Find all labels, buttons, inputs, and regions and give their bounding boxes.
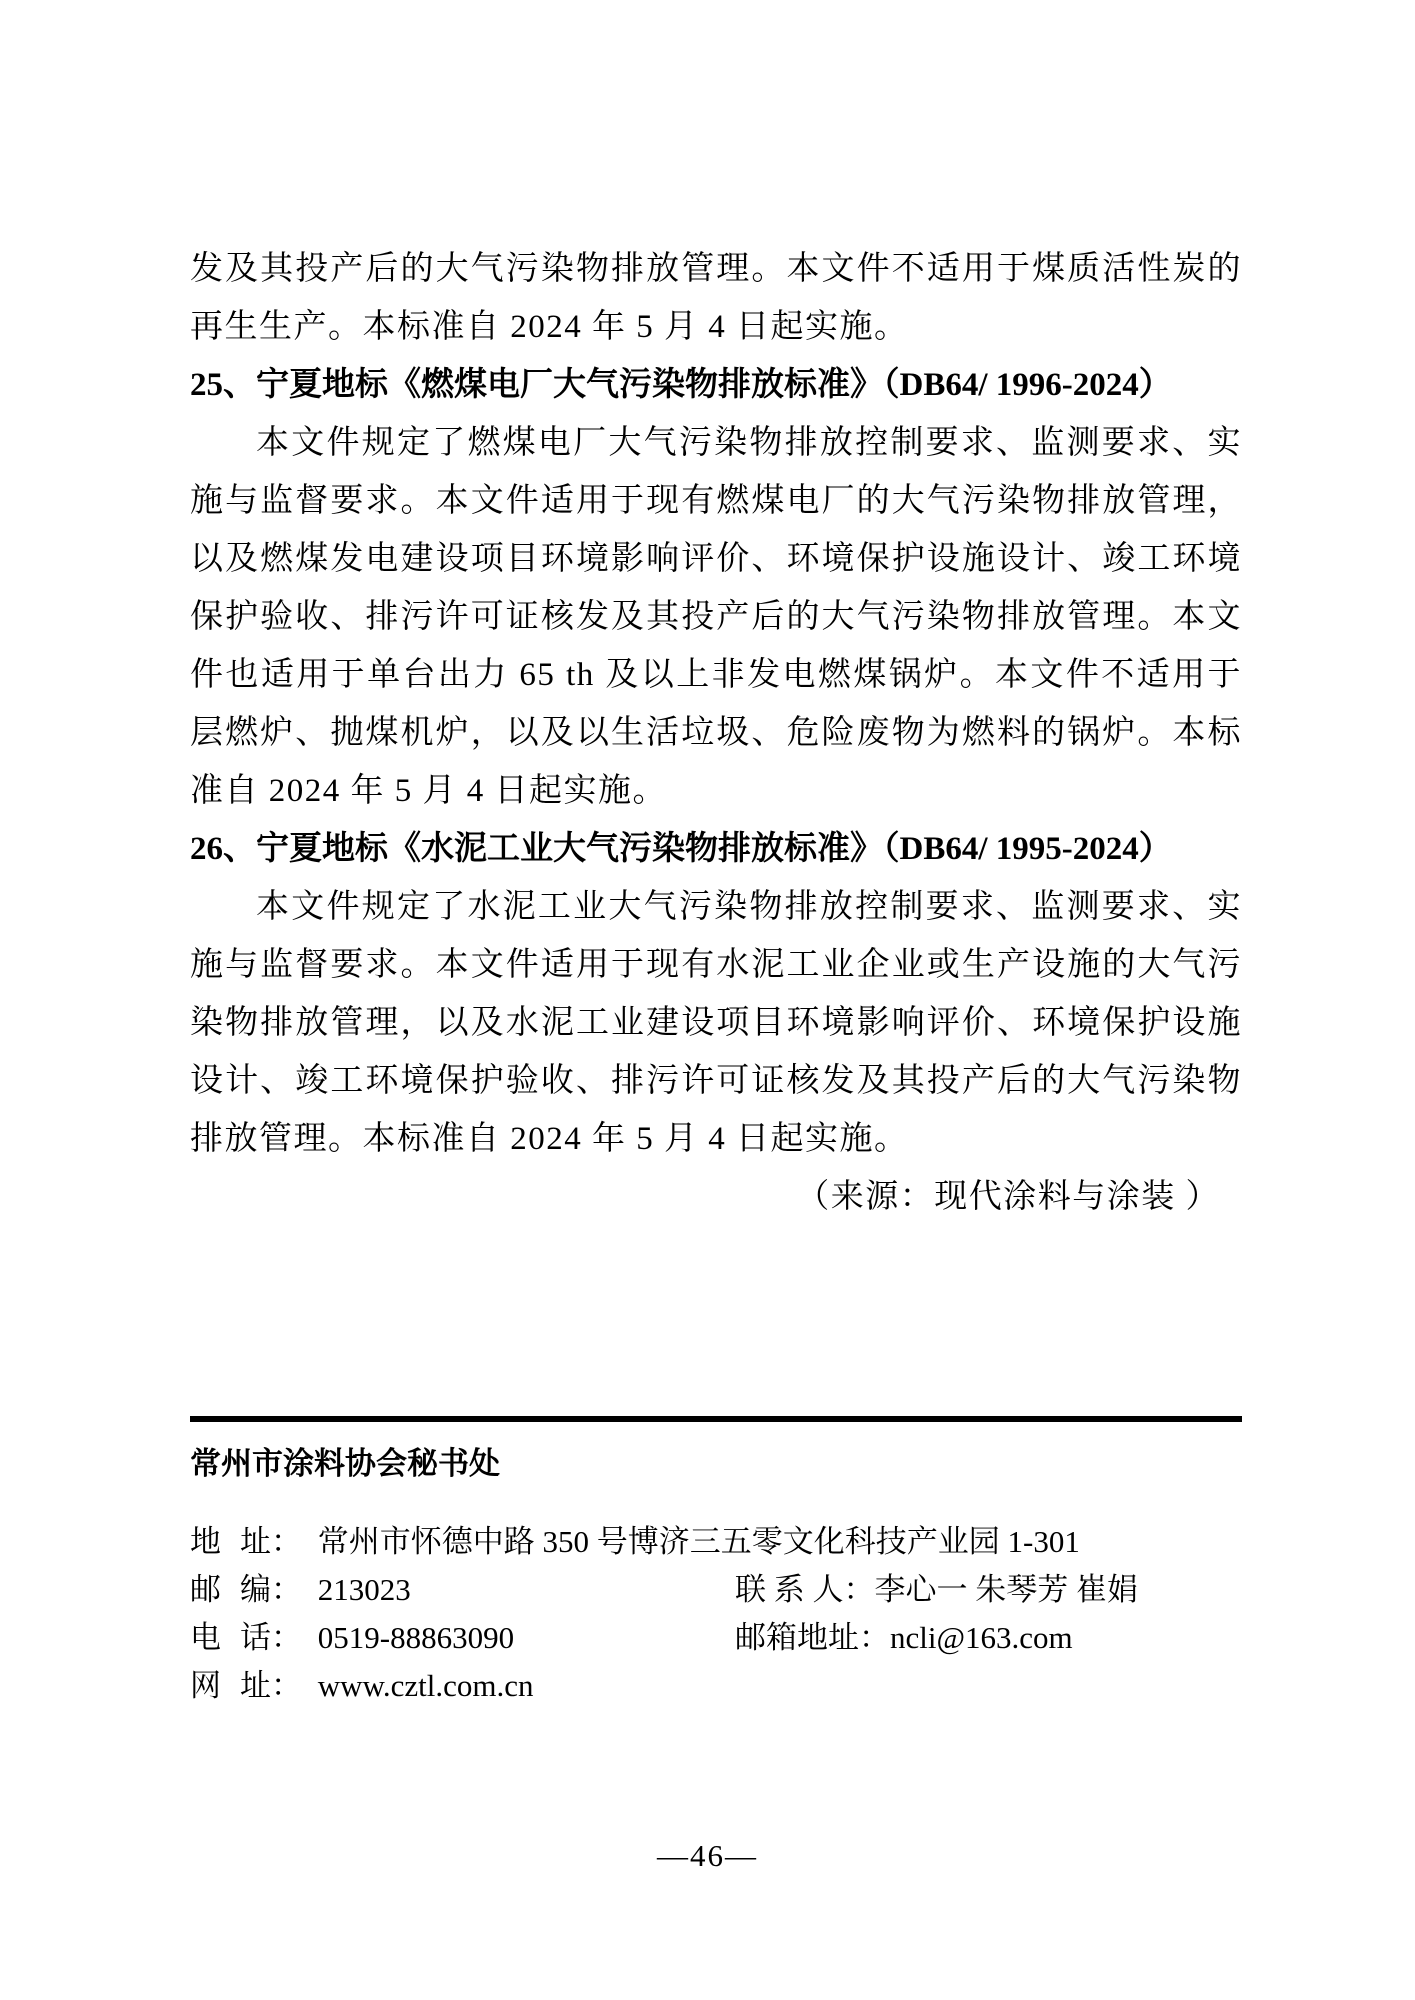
continuation-paragraph: 发及其投产后的大气污染物排放管理。本文件不适用于煤质活性炭的再生生产。本标准自 2024 年 5 月 4 日起实施。	[190, 251, 1242, 345]
contact-value-address: 常州市怀德中路 350 号博济三五零文化科技产业园 1-301	[317, 1524, 1080, 1559]
section-25-body: 本文件规定了燃煤电厂大气污染物排放控制要求、监测要求、实施与监督要求。本文件适用于现有燃煤电厂的大气污染物排放管理，以及燃煤发电建设项目环境影响评价、环境保护设施设计、竣工环境保护验收、排污许可证核发及其投产后的大气污染物排放管理。本文件也适用于单台出力 65 th 及以上非发电燃煤锅炉。本文件不适用于层燃炉、抛煤机炉，以及以生活垃圾、危险废物为燃料的锅炉。本标准自 2024 年 5 月 4 日起实施。	[190, 425, 1242, 809]
contact-block	[190, 1518, 1242, 1710]
contact-label-char: 址：	[240, 1668, 302, 1703]
contact-row-website	[190, 1662, 1242, 1710]
footer	[190, 1416, 1242, 1710]
contact-value-postcode: 213023	[317, 1572, 411, 1607]
contact-label-website	[190, 1662, 302, 1710]
contact-row-address	[190, 1518, 1242, 1566]
contact-email-value: ncli@163.com	[890, 1620, 1073, 1655]
contact-row-phone	[190, 1614, 1242, 1662]
contact-label-char: 编：	[240, 1572, 302, 1607]
contact-label-char: 话：	[240, 1620, 302, 1655]
org-name: 常州市涂料协会秘书处	[190, 1446, 500, 1481]
contact-label-char: 网	[190, 1668, 221, 1703]
contact-label-char: 地	[190, 1524, 221, 1559]
section-26-heading: 26、宁夏地标《水泥工业大气污染物排放标准》（DB64/ 1995-2024）	[190, 831, 1172, 867]
section-26-body: 本文件规定了水泥工业大气污染物排放控制要求、监测要求、实施与监督要求。本文件适用于现有水泥工业企业或生产设施的大气污染物排放管理，以及水泥工业建设项目环境影响评价、环境保护设施设计、竣工环境保护验收、排污许可证核发及其投产后的大气污染物排放管理。本标准自 2024 年 5 月 4 日起实施。	[190, 889, 1242, 1157]
article-body	[190, 240, 1242, 1226]
contact-label-address	[190, 1518, 302, 1566]
contact-label-char: 电	[190, 1620, 221, 1655]
contact-label-char: 址：	[240, 1524, 302, 1559]
contact-persons-value: 李心一 朱琴芳 崔娟	[874, 1572, 1138, 1607]
contact-value-phone: 0519-88863090	[317, 1620, 515, 1655]
contact-label-phone	[190, 1614, 302, 1662]
contact-row-postcode	[190, 1566, 1242, 1614]
page-number: —46—	[657, 1838, 758, 1873]
contact-persons-label: 联 系 人：	[735, 1572, 875, 1607]
contact-value-website: www.cztl.com.cn	[317, 1668, 534, 1703]
contact-label-char: 邮	[190, 1572, 221, 1607]
section-25-heading: 25、宁夏地标《燃煤电厂大气污染物排放标准》（DB64/ 1996-2024）	[190, 367, 1172, 403]
source-note: （来源：现代涂料与涂装 ）	[796, 1179, 1220, 1215]
contact-right-email	[735, 1614, 1073, 1662]
contact-right-persons	[735, 1566, 1138, 1614]
footer-divider-rule	[190, 1416, 1242, 1422]
contact-email-label: 邮箱地址：	[735, 1620, 890, 1655]
contact-label-postcode	[190, 1566, 302, 1614]
